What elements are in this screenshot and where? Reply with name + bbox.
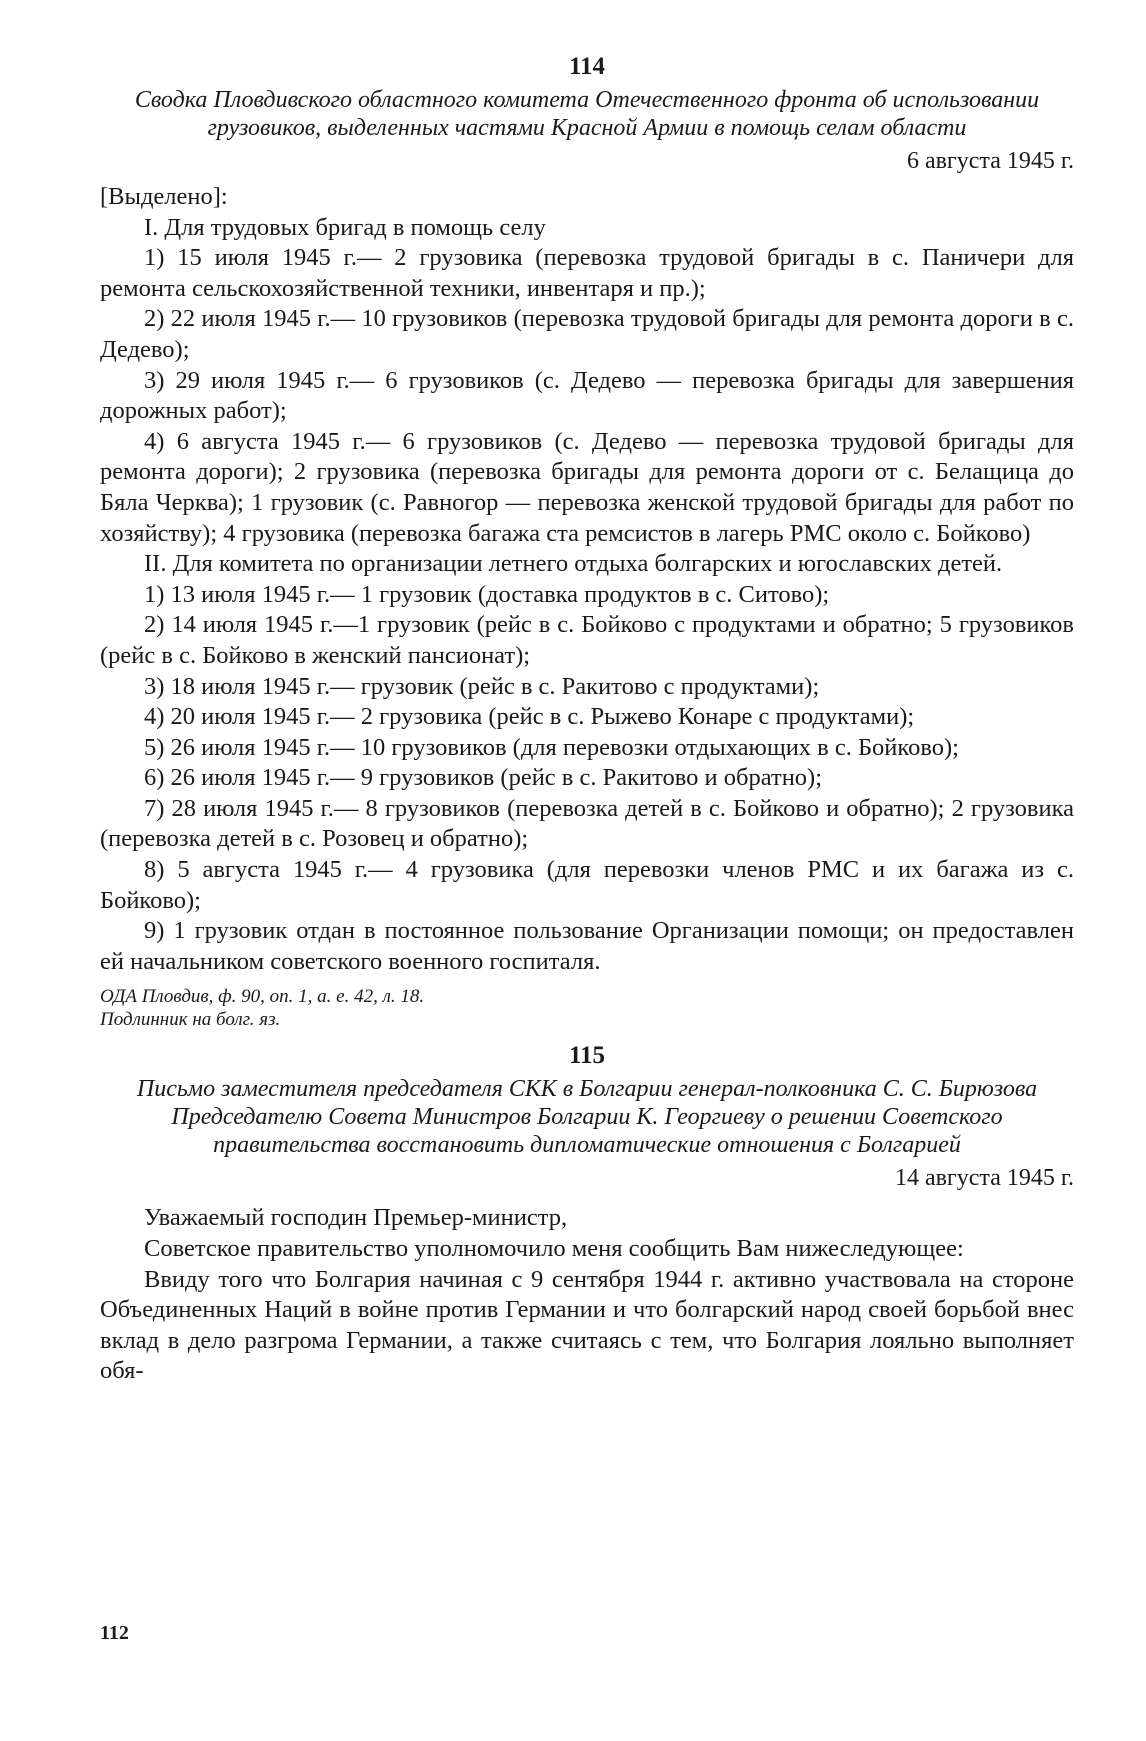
page-number: 112: [100, 1622, 129, 1644]
section-heading: II. Для комитета по организации летнего отдыха болгарских и югославских детей.: [144, 550, 1003, 578]
paragraph: Ввиду того что Болгария начиная с 9 сентября 1944 г. активно участвовала на стороне Объединенных Наций в войне против Германии и что болгарский народ своей борьбой внес вклад в дело разгрома Германии, а также считаясь с тем, что Болгария лояльно выполняет обя-: [100, 1265, 1074, 1385]
archive-source: ОДА Пловдив, ф. 90, оп. 1, а. е. 42, л. 18.: [100, 986, 425, 1008]
list-item: 1) 13 июля 1945 г.— 1 грузовик (доставка продуктов в с. Ситово);: [144, 580, 830, 608]
original-language-note: Подлинник на болг. яз.: [100, 1009, 281, 1031]
document-title: Письмо заместителя председателя СКК в Болгарии генерал-полковника С. С. Бирюзова Председателю Совета Министров Болгарии К. Георгиеву о решении Советского правительства восстановить дипломатические отношения с Болгарией: [136, 1076, 1038, 1159]
document-date: 6 августа 1945 г.: [906, 148, 1074, 174]
list-item: 6) 26 июля 1945 г.— 9 грузовиков (рейс в с. Ракитово и обратно);: [144, 764, 823, 792]
list-item: 2) 22 июля 1945 г.— 10 грузовиков (перевозка трудовой бригады для ремонта дороги в с. Дедево);: [100, 305, 1074, 363]
list-item: 3) 18 июля 1945 г.— грузовик (рейс в с. Ракитово с продуктами);: [144, 672, 820, 700]
paragraph: Советское правительство уполномочило меня сообщить Вам нижеследующее:: [144, 1235, 964, 1263]
archive-reference: [100, 985, 1074, 1031]
list-item: 2) 14 июля 1945 г.—1 грузовик (рейс в с. Бойково с продуктами и обратно; 5 грузовиков (рейс в с. Бойково в женский пансионат);: [100, 611, 1074, 669]
document-page: [100, 52, 1074, 1387]
document-number: 114: [568, 53, 606, 80]
document-115: [100, 1041, 1074, 1387]
document-114: [100, 52, 1074, 1031]
greeting: Уважаемый господин Премьер-министр,: [144, 1204, 568, 1232]
section-heading: I. Для трудовых бригад в помощь селу: [144, 213, 546, 241]
list-item: 9) 1 грузовик отдан в постоянное пользование Организации помощи; он предоставлен ей начальником советского военного госпиталя.: [100, 917, 1074, 975]
list-item: 1) 15 июля 1945 г.— 2 грузовика (перевозка трудовой бригады в с. Паничери для ремонта сельскохозяйственной техники, инвентаря и пр.);: [100, 244, 1074, 302]
list-item: 7) 28 июля 1945 г.— 8 грузовиков (перевозка детей в с. Бойково и обратно); 2 грузовика (перевозка детей в с. Розовец и обратно);: [100, 794, 1074, 853]
paragraph: [Выделено]:: [100, 183, 228, 210]
list-item: 8) 5 августа 1945 г.— 4 грузовика (для перевозки членов РМС и их багажа из с. Бойково);: [100, 856, 1074, 914]
document-number: 115: [568, 1042, 606, 1070]
list-item: 3) 29 июля 1945 г.— 6 грузовиков (с. Дедево — перевозка бригады для завершения дорожных работ);: [100, 366, 1074, 425]
list-item: 4) 20 июля 1945 г.— 2 грузовика (рейс в с. Рыжево Конаре с продуктами);: [144, 703, 915, 731]
list-item: 5) 26 июля 1945 г.— 10 грузовиков (для перевозки отдыхающих в с. Бойково);: [144, 733, 959, 761]
list-item: 4) 6 августа 1945 г.— 6 грузовиков (с. Дедево — перевозка трудовой бригады для ремонта дороги); 2 грузовика (перевозка бригады для ремонта дороги от с. Белащица до Бяла Черква); 1 грузовик (с. Равногор — перевозка женской трудовой бригады для работ по хозяйству); 4 грузовика (перевозка багажа ста ремсистов в лагерь РМС около с. Бойково): [100, 427, 1074, 547]
document-title: Сводка Пловдивского областного комитета Отечественного фронта об использовании грузовиков, выделенных частями Красной Армии в помощь селам области: [134, 87, 1040, 141]
document-date: 14 августа 1945 г.: [894, 1165, 1074, 1192]
